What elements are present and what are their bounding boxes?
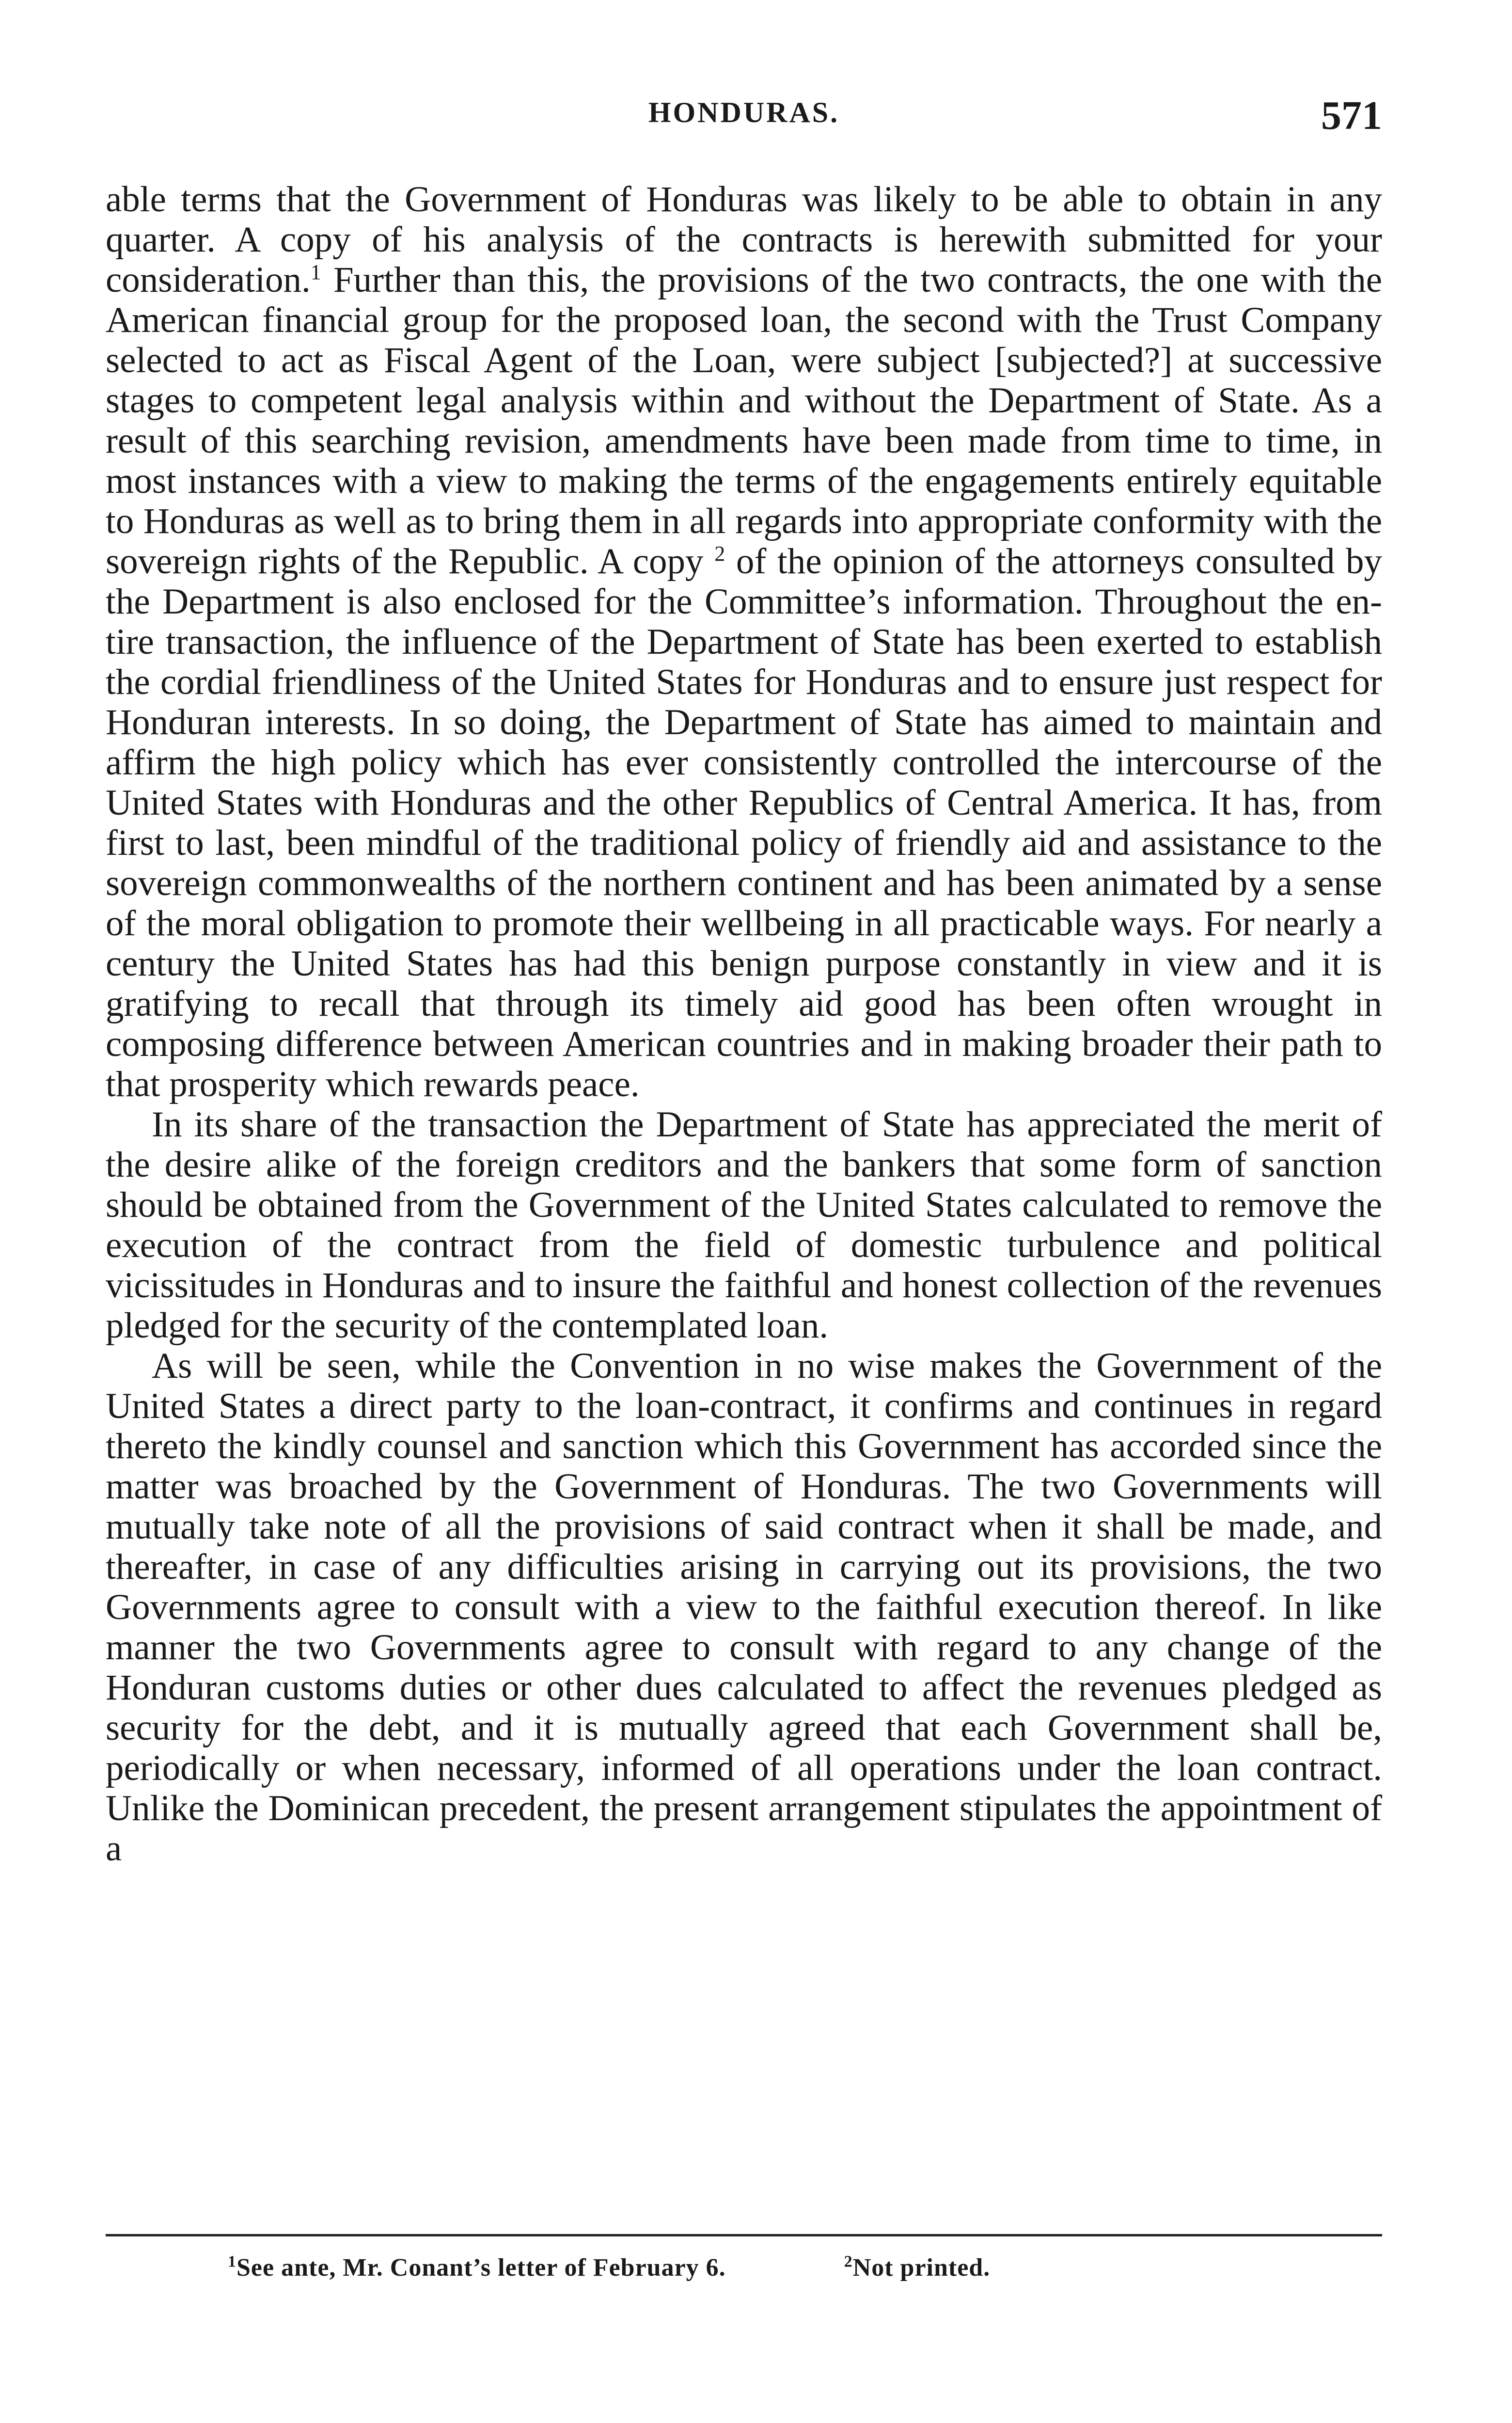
footnote-1-text: See ante, Mr. Conant’s letter of February 6. (236, 2254, 726, 2281)
page-number: 571 (1321, 93, 1382, 138)
page-header (106, 92, 1382, 136)
footnote-ref-1: 1 (310, 260, 321, 284)
footnote-2-mark: 2 (844, 2252, 853, 2271)
paragraph-1-part-3: of the opinion of the attorneys consulted by the Department is also enclosed for the Committee’s information. Throughout the entire transaction, the influence of the Department of State has been exerted to establish the cordial friendliness of the United States for Honduras and to ensure just respect for Honduran interests. In so doing, the Department of State has aimed to maintain and affirm the high policy which has ever consistently controlled the intercourse of the United States with Honduras and the other Republics of Central America. It has, from first to last, been mindful of the traditional policy of friendly aid and assistance to the sovereign commonwealths of the northern continent and has been animated by a sense of the moral obligation to promote their wellbeing in all practicable ways. For nearly a century the United States has had this benign purpose constantly in view and it is gratifying to recall that through its timely aid good has been often wrought in composing difference between American countries and in making broader their path to that prosperity which rewards peace. (106, 541, 1383, 1104)
running-title: HONDURAS. (648, 96, 840, 128)
footnote-2 (844, 2253, 991, 2282)
paragraph-1-part-1: able terms that the Government of Honduras was likely to be able to obtain in any quarter. A copy of his analysis of the contracts is herewith submitted for your consideration. (106, 179, 1382, 300)
footnote-1 (228, 2253, 726, 2282)
body-text (106, 179, 1382, 1869)
footnote-2-text: Not printed. (852, 2254, 991, 2281)
paragraph-2: In its share of the transaction the Department of State has appreciated the merit of the desire alike of the foreign creditors and the bankers that some form of sanction should be obtained from the Government of the United States calculated to remove the execution of the contract from the field of domestic turbulence and political vicissitudes in Honduras and to insure the faithful and honest collection of the revenues pledged for the security of the contemplated loan. (106, 1104, 1382, 1346)
footnote-divider (106, 2234, 1382, 2236)
footnote-ref-2: 2 (714, 542, 725, 566)
paragraph-3: As will be seen, while the Convention in no wise makes the Government of the United States a direct party to the loan-contract, it confirms and continues in regard thereto the kindly counsel and sanction which this Government has accorded since the matter was broached by the Government of Honduras. The two Governments will mutually take note of all the provisions of said contract when it shall be made, and thereafter, in case of any difficulties arising in carrying out its provisions, the two Governments agree to consult with a view to the faithful execution thereof. In like manner the two Governments agree to consult with regard to any change of the Honduran customs duties or other dues calculated to affect the revenues pledged as security for the debt, and it is mutually agreed that each Government shall be, periodically or when necessary, informed of all operations under the loan contract. Unlike the Dominican precedent, the present arrangement stipulates the appointment of a (106, 1346, 1382, 1869)
paragraph-1-part-2: Further than this, the provisions of the two contracts, the one with the American financial group for the proposed loan, the second with the Trust Company selected to act as Fiscal Agent of the Loan, were subject [subjected?] at successive stages to competent legal analysis within and without the Department of State. As a result of this searching revision, amendments have been made from time to time, in most instances with a view to making the terms of the engagements entirely equitable to Honduras as well as to bring them in all regards into appropriate conformity with the sovereign rights of the Republic. A copy (106, 260, 1382, 582)
paragraph-1 (106, 179, 1382, 1104)
footnotes (228, 2253, 1342, 2282)
footnote-1-mark: 1 (228, 2252, 236, 2271)
